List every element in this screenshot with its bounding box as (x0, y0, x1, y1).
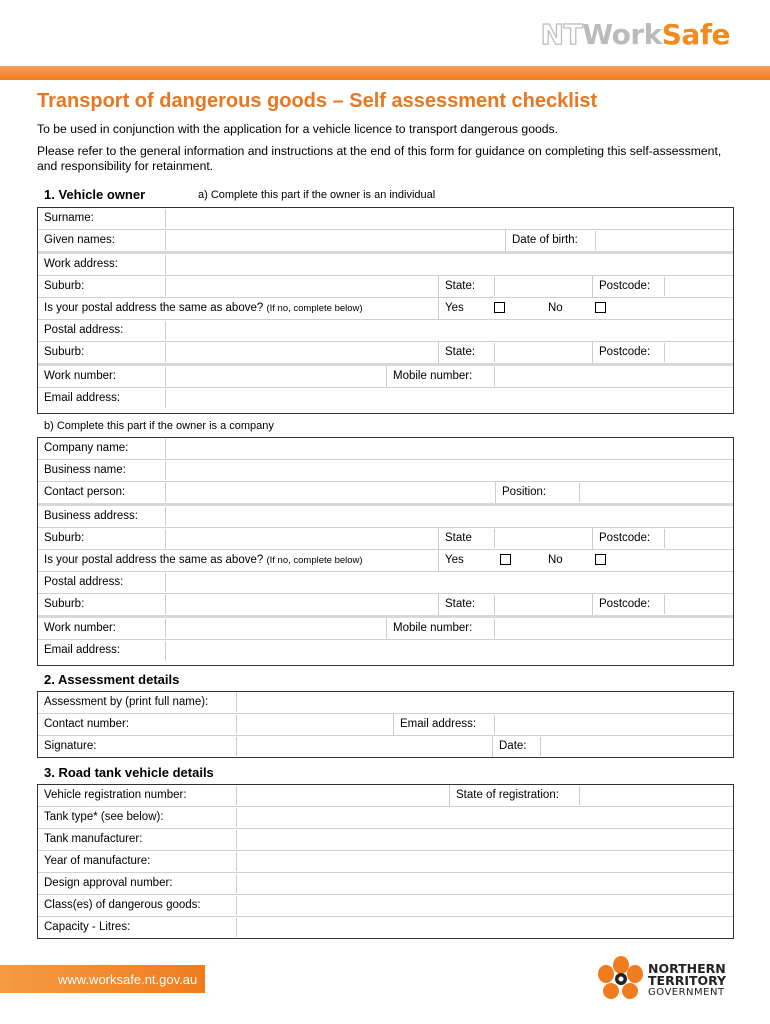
contact-person-label: Contact person: (44, 486, 126, 498)
company-name-field[interactable] (165, 439, 733, 458)
no-label: No (548, 302, 563, 314)
surname-field[interactable] (165, 209, 733, 228)
postal-same-options (438, 298, 733, 319)
logo-work: Work (582, 18, 662, 51)
company-mobile-number-label: Mobile number: (386, 618, 494, 639)
contact-person-field[interactable] (165, 483, 495, 502)
postcode-label: Postcode: (592, 276, 664, 297)
postal-same-question: Is your postal address the same as above? (If no, complete below) (44, 302, 363, 314)
section-3-heading: 3. Road tank vehicle details (44, 765, 214, 780)
section-2-heading: 2. Assessment details (44, 672, 180, 687)
company-postcode-label: Postcode: (592, 528, 664, 549)
company-postal-suburb-field[interactable] (165, 595, 438, 614)
tank-manufacturer-field[interactable] (236, 830, 733, 849)
company-work-number-label: Work number: (44, 622, 117, 634)
company-suburb-field[interactable] (165, 529, 438, 548)
position-label: Position: (495, 482, 579, 503)
company-work-number-field[interactable] (165, 619, 386, 638)
dangerous-goods-classes-label: Class(es) of dangerous goods: (44, 899, 201, 911)
company-postal-same-options (438, 550, 733, 571)
suburb-label: Suburb: (44, 280, 85, 292)
gov-line-2: TERRITORY (648, 973, 727, 988)
part-a-note: a) Complete this part if the owner is an individual (198, 189, 436, 201)
mobile-number-label: Mobile number: (386, 366, 494, 387)
email-label: Email address: (44, 392, 121, 404)
contact-number-label: Contact number: (44, 718, 130, 730)
company-postal-state-label: State: (438, 594, 494, 615)
yes-label: Yes (445, 302, 464, 314)
registration-field[interactable] (236, 786, 449, 805)
date-label: Date: (492, 736, 540, 757)
postal-state-field[interactable] (494, 343, 592, 362)
assessment-by-field[interactable] (236, 693, 733, 712)
logo-safe: Safe (661, 18, 730, 51)
assessment-email-label: Email address: (393, 714, 494, 735)
work-address-label: Work address: (44, 258, 118, 270)
design-approval-label: Design approval number: (44, 877, 173, 889)
postal-address-field[interactable] (165, 321, 733, 340)
company-email-field[interactable] (165, 641, 733, 660)
contact-number-field[interactable] (236, 715, 393, 734)
company-owner-form (37, 437, 734, 666)
business-name-label: Business name: (44, 464, 126, 476)
registration-label: Vehicle registration number: (44, 789, 187, 801)
company-postal-same-yes-checkbox[interactable] (500, 554, 511, 565)
company-no-label: No (548, 554, 563, 566)
postal-suburb-label: Suburb: (44, 346, 85, 358)
state-field[interactable] (494, 277, 592, 296)
tank-type-field[interactable] (236, 808, 733, 827)
nt-government-logo (648, 963, 726, 999)
assessment-email-field[interactable] (494, 715, 733, 734)
business-name-field[interactable] (165, 461, 733, 480)
company-suburb-label: Suburb: (44, 532, 85, 544)
company-postal-postcode-label: Postcode: (592, 594, 664, 615)
company-state-label: State (438, 528, 494, 549)
company-mobile-number-field[interactable] (494, 619, 733, 638)
postal-same-yes-checkbox[interactable] (494, 302, 505, 313)
email-field[interactable] (165, 389, 733, 408)
page-title: Transport of dangerous goods – Self assessment checklist (37, 90, 598, 112)
suburb-field[interactable] (165, 277, 438, 296)
logo-nt: NT (540, 18, 583, 51)
work-number-field[interactable] (165, 367, 386, 386)
company-postal-address-label: Postal address: (44, 576, 124, 588)
company-state-field[interactable] (494, 529, 592, 548)
postal-same-no-checkbox[interactable] (595, 302, 606, 313)
given-names-field[interactable] (165, 231, 505, 250)
section-1-heading: 1. Vehicle owner (44, 187, 146, 202)
postcode-field[interactable] (664, 277, 733, 296)
ntworksafe-logo (541, 18, 730, 51)
intro-paragraph-1: To be used in conjunction with the application for a vehicle licence to transport dangerous goods. (37, 122, 559, 136)
year-manufacture-field[interactable] (236, 852, 733, 871)
company-email-label: Email address: (44, 644, 121, 656)
postal-postcode-field[interactable] (664, 343, 733, 362)
state-label: State: (438, 276, 494, 297)
assessment-by-label: Assessment by (print full name): (44, 696, 209, 708)
state-registration-label: State of registration: (449, 785, 579, 806)
company-postal-address-field[interactable] (165, 573, 733, 592)
gov-line-3: GOVERNMENT (648, 987, 725, 998)
individual-owner-form (37, 207, 734, 414)
date-field[interactable] (540, 737, 733, 756)
gov-line-1: NORTHERN (648, 961, 726, 976)
given-names-label: Given names: (44, 234, 115, 246)
nt-government-flower-icon (598, 956, 644, 1000)
tank-manufacturer-label: Tank manufacturer: (44, 833, 143, 845)
part-b-note: b) Complete this part if the owner is a company (44, 420, 274, 432)
assessment-details-form (37, 691, 734, 758)
company-postal-state-field[interactable] (494, 595, 592, 614)
business-address-label: Business address: (44, 510, 138, 522)
dob-label: Date of birth: (505, 230, 595, 251)
company-postal-suburb-label: Suburb: (44, 598, 85, 610)
header-bar (0, 66, 770, 80)
capacity-field[interactable] (236, 918, 733, 937)
dangerous-goods-classes-field[interactable] (236, 896, 733, 915)
state-registration-field[interactable] (579, 786, 733, 805)
tank-type-label: Tank type* (see below): (44, 811, 164, 823)
company-postal-same-no-checkbox[interactable] (595, 554, 606, 565)
postal-address-label: Postal address: (44, 324, 124, 336)
signature-field[interactable] (236, 737, 492, 756)
company-postcode-field[interactable] (664, 529, 733, 548)
company-name-label: Company name: (44, 442, 129, 454)
company-postal-same-question: Is your postal address the same as above? (If no, complete below) (44, 554, 363, 566)
mobile-number-field[interactable] (494, 367, 733, 386)
postal-suburb-field[interactable] (165, 343, 438, 362)
company-postal-postcode-field[interactable] (664, 595, 733, 614)
postal-state-label: State: (438, 342, 494, 363)
company-yes-label: Yes (445, 554, 464, 566)
business-address-field[interactable] (165, 507, 733, 526)
dob-field[interactable] (595, 231, 733, 250)
capacity-label: Capacity - Litres: (44, 921, 131, 933)
year-manufacture-label: Year of manufacture: (44, 855, 151, 867)
position-field[interactable] (579, 483, 733, 502)
design-approval-field[interactable] (236, 874, 733, 893)
intro-paragraph-2: Please refer to the general information and instructions at the end of this form for guidance on completing this self-assessment, and responsibility for retainment. (37, 144, 722, 173)
work-address-field[interactable] (165, 255, 733, 274)
surname-label: Surname: (44, 212, 94, 224)
road-tank-vehicle-form (37, 784, 734, 939)
signature-label: Signature: (44, 740, 97, 752)
worksafe-website-link[interactable]: www.worksafe.nt.gov.au (58, 972, 198, 987)
work-number-label: Work number: (44, 370, 117, 382)
postal-postcode-label: Postcode: (592, 342, 664, 363)
